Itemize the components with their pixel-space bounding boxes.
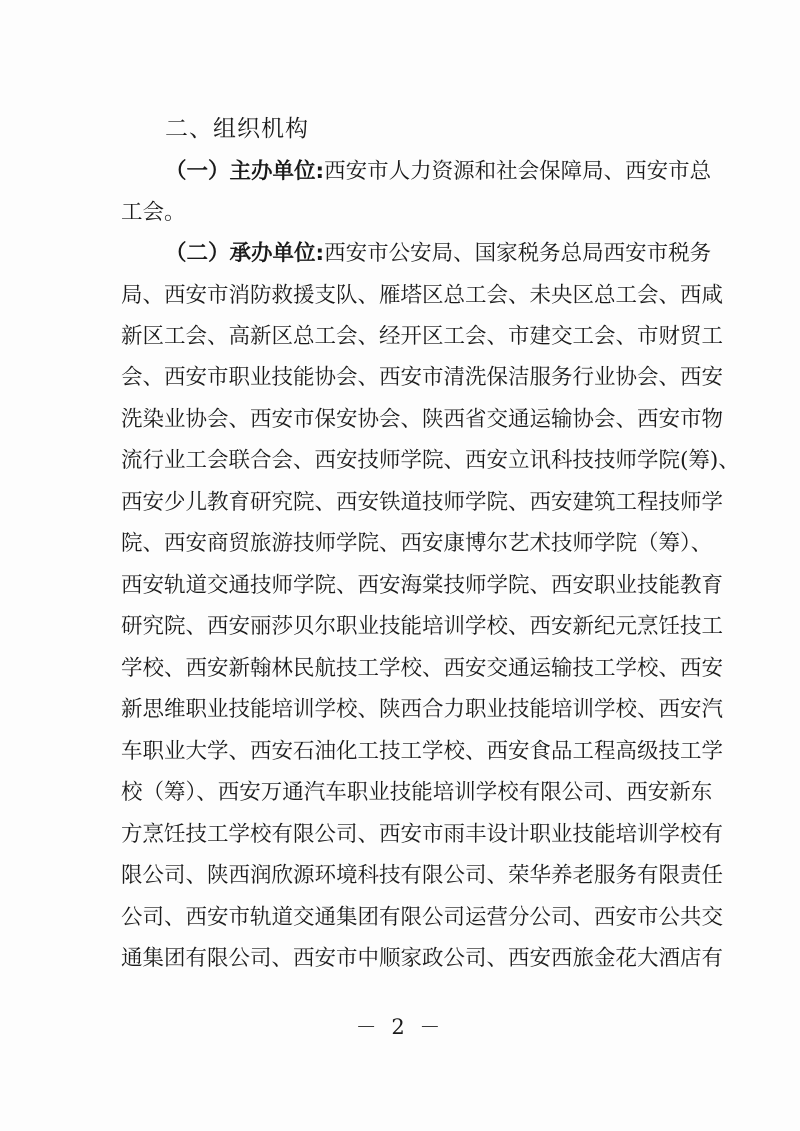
sponsor-text-1: 西安市人力资源和社会保障局、西安市总	[324, 159, 712, 184]
organizer-line: 新区工会、高新区总工会、经开区工会、市建交工会、市财贸工	[121, 324, 724, 349]
organizer-line: 局、西安市消防救援支队、雁塔区总工会、未央区总工会、西咸	[121, 283, 724, 308]
organizer-line: 院、西安商贸旅游技师学院、西安康博尔艺术技师学院（筹）、	[121, 531, 713, 556]
sponsor-label: （一）主办单位:	[165, 159, 325, 184]
sponsor-line-2: 工会。	[121, 200, 186, 225]
organizer-line: 洗染业协会、西安市保安协会、陕西省交通运输协会、西安市物	[121, 407, 724, 432]
page-number: － 2 －	[355, 1015, 445, 1039]
organizer-line: 车职业大学、西安石油化工技工学校、西安食品工程高级技工学	[121, 739, 724, 764]
organizer-line: 会、西安市职业技能协会、西安市清洗保洁服务行业协会、西安	[121, 365, 724, 390]
organizer-line: 限公司、陕西润欣源环境科技有限公司、荣华养老服务有限责任	[121, 863, 724, 888]
organizer-line: 通集团有限公司、西安市中顺家政公司、西安西旅金花大酒店有	[121, 946, 724, 971]
organizer-line: 方烹饪技工学校有限公司、西安市雨丰设计职业技能培训学校有	[121, 822, 724, 847]
organizer-line: 研究院、西安丽莎贝尔职业技能培训学校、西安新纪元烹饪技工	[121, 614, 724, 639]
organizer-line: 西安轨道交通技师学院、西安海棠技师学院、西安职业技能教育	[121, 573, 724, 598]
sponsor-line-1	[165, 158, 712, 186]
organizer-line-1	[165, 240, 712, 268]
organizer-line: 流行业工会联合会、西安技师学院、西安立讯科技技师学院(筹)、	[121, 448, 740, 473]
section-heading: 二、组织机构	[165, 116, 309, 142]
organizer-line: 公司、西安市轨道交通集团有限公司运营分公司、西安市公共交	[121, 905, 724, 930]
organizer-line: 校（筹）、西安万通汽车职业技能培训学校有限公司、西安新东	[121, 780, 713, 805]
organizer-line: 学校、西安新翰林民航技工学校、西安交通运输技工学校、西安	[121, 656, 724, 681]
organizer-text-1: 西安市公安局、国家税务总局西安市税务	[324, 241, 712, 266]
organizer-label: （二）承办单位:	[165, 241, 325, 266]
organizer-line: 新思维职业技能培训学校、陕西合力职业技能培训学校、西安汽	[121, 697, 724, 722]
organizer-line: 西安少儿教育研究院、西安铁道技师学院、西安建筑工程技师学	[121, 490, 724, 515]
